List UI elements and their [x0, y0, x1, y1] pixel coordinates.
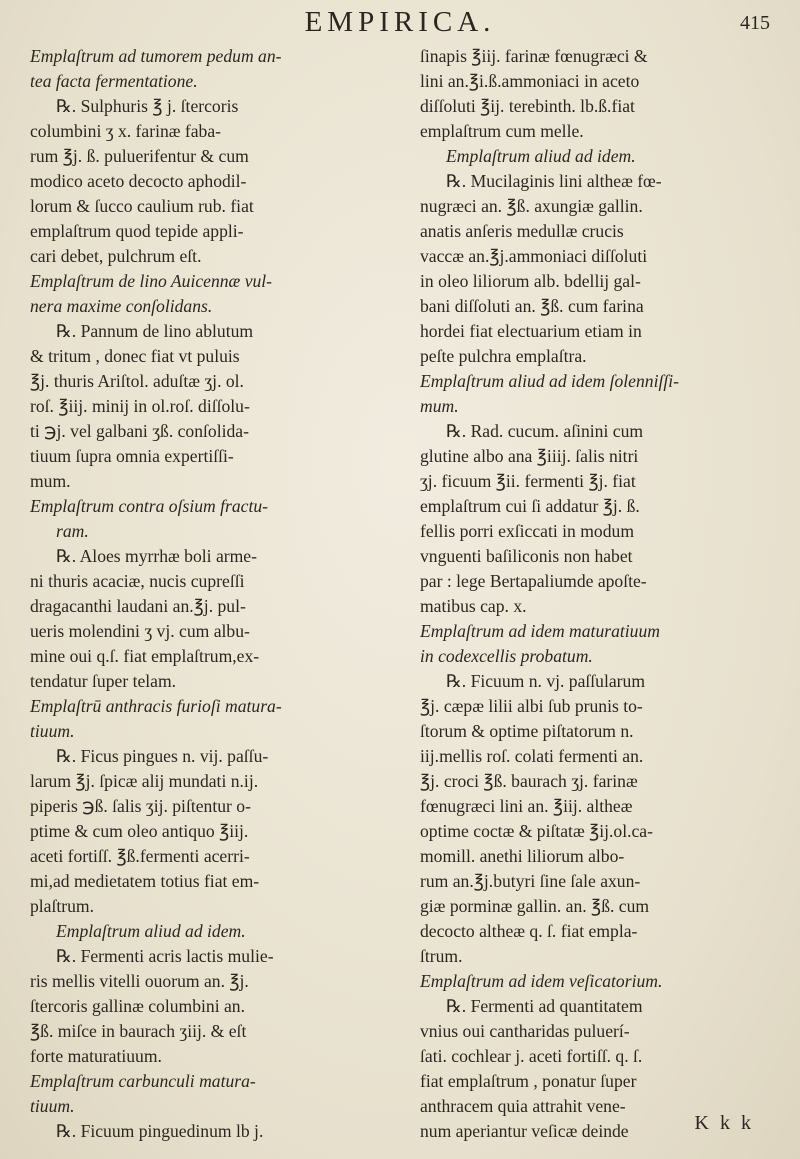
text-line: dragacanthi laudani an.℥j. pul-: [30, 596, 246, 616]
text-line: mine oui q.ſ. fiat emplaſtrum,ex-: [30, 646, 260, 666]
text-line: ptime & cum oleo antiquo ℥iij.: [30, 821, 249, 841]
text-line: ℞. Fermenti ad quantitatem: [446, 996, 643, 1016]
text-line: tendatur ſuper telam.: [30, 671, 177, 691]
text-line: ſtercoris gallinæ columbini an.: [30, 996, 245, 1016]
text-line: ℞. Mucilaginis lini altheæ fœ-: [446, 171, 662, 191]
text-line: diſſoluti ℥ij. terebinth. lb.ß.fiat: [420, 96, 635, 116]
text-line: Emplaſtrum ad idem veſicatorium.: [420, 971, 663, 991]
text-line: ℥j. thuris Ariſtol. aduſtæ ʒj. ol.: [30, 371, 244, 391]
text-line: ris mellis vitelli ouorum an. ℥j.: [30, 971, 249, 991]
text-line: bani diſſoluti an. ℥ß. cum farina: [420, 296, 644, 316]
text-line: ſtorum & optime piſtatorum n.: [420, 721, 634, 741]
text-line: columbini ʒ x. farinæ faba-: [30, 121, 222, 141]
text-line: ſtrum.: [420, 946, 463, 966]
text-line: mum.: [420, 396, 459, 416]
text-line: ℞. Aloes myrrhæ boli arme-: [56, 546, 257, 566]
text-line: ℥ß. miſce in baurach ʒiij. & eſt: [30, 1021, 247, 1041]
text-line: decocto altheæ q. ſ. fiat empla-: [420, 921, 638, 941]
text-line: forte maturatiuum.: [30, 1046, 162, 1066]
page-number: 415: [740, 12, 770, 34]
text-line: emplaſtrum cum melle.: [420, 121, 584, 141]
text-line: nera maxime conſolidans.: [30, 296, 213, 316]
text-line: emplaſtrum quod tepide appli-: [30, 221, 244, 241]
text-line: Emplaſtrum aliud ad idem.: [56, 921, 246, 941]
text-line: ram.: [56, 521, 89, 541]
text-line: rum ℥j. ß. puluerifentur & cum: [30, 146, 249, 166]
text-line: momill. anethi liliorum albo-: [420, 846, 625, 866]
text-line: mum.: [30, 471, 71, 491]
text-line: Emplaſtrum carbunculi matura-: [30, 1071, 256, 1091]
text-line: roſ. ℥iij. minij in ol.roſ. diſſolu-: [30, 396, 250, 416]
text-line: tiuum.: [30, 1096, 75, 1116]
text-line: mi,ad medietatem totius fiat em-: [30, 871, 260, 891]
text-line: ℞. Rad. cucum. aſinini cum: [446, 421, 644, 441]
text-line: num aperiantur veſicæ deinde: [420, 1121, 629, 1141]
signature-mark: K k k: [694, 1112, 754, 1134]
left-column: [30, 44, 370, 1144]
running-title: EMPIRICA.: [304, 6, 496, 38]
right-column: [420, 44, 770, 1144]
text-line: in codexcellis probatum.: [420, 646, 593, 666]
text-line: larum ℥j. ſpicæ alij mundati n.ij.: [30, 771, 259, 791]
text-line: anatis anſeris medullæ crucis: [420, 221, 624, 241]
text-line: hordei fiat electuarium etiam in: [420, 321, 642, 341]
text-line: ℞. Sulphuris ℥ j. ſtercoris: [56, 96, 239, 116]
text-line: lini an.℥i.ß.ammoniaci in aceto: [420, 71, 640, 91]
text-line: fiat emplaſtrum , ponatur ſuper: [420, 1071, 637, 1091]
text-line: emplaſtrum cui ſi addatur ℥j. ß.: [420, 496, 640, 516]
text-line: & tritum , donec fiat vt puluis: [30, 346, 240, 366]
text-line: Emplaſtrum aliud ad idem.: [446, 146, 636, 166]
text-line: peſte pulchra emplaſtra.: [420, 346, 587, 366]
text-line: Emplaſtrum de lino Auicennæ vul-: [30, 271, 273, 291]
text-line: Emplaſtrum ad tumorem pedum an-: [30, 46, 282, 66]
text-line: plaſtrum.: [30, 896, 95, 916]
text-line: rum an.℥j.butyri ſine ſale axun-: [420, 871, 641, 891]
text-line: matibus cap. x.: [420, 596, 527, 616]
text-line: ti ℈j. vel galbani ʒß. conſolida-: [30, 421, 249, 441]
text-line: vnguenti baſiliconis non habet: [420, 546, 633, 566]
text-line: nugræci an. ℥ß. axungiæ gallin.: [420, 196, 643, 216]
text-line: ℞. Ficus pingues n. vij. paſſu-: [56, 746, 269, 766]
text-line: anthracem quia attrahit vene-: [420, 1096, 626, 1116]
text-line: tiuum ſupra omnia expertiſſi-: [30, 446, 234, 466]
text-line: ſinapis ℥iij. farinæ fœnugræci &: [420, 46, 648, 66]
text-line: modico aceto decocto aphodil-: [30, 171, 247, 191]
text-line: in oleo liliorum alb. bdellij gal-: [420, 271, 641, 291]
text-line: ſati. cochlear j. aceti fortiſſ. q. ſ.: [420, 1046, 643, 1066]
text-line: tiuum.: [30, 721, 75, 741]
text-line: iij.mellis roſ. colati fermenti an.: [420, 746, 644, 766]
text-line: Emplaſtrum ad idem maturatiuum: [420, 621, 660, 641]
text-line: ℞. Fermenti acris lactis mulie-: [56, 946, 274, 966]
text-line: tea facta fermentatione.: [30, 71, 198, 91]
text-line: optime coctæ & piſtatæ ℥ij.ol.ca-: [420, 821, 653, 841]
text-line: par : lege Bertapaliumde apoſte-: [420, 571, 647, 591]
text-line: ℥j. cæpæ lilii albi ſub prunis to-: [420, 696, 643, 716]
text-line: Emplaſtrum aliud ad idem ſolenniſſi-: [420, 371, 680, 391]
running-head: [0, 6, 800, 46]
text-line: ℞. Ficuum n. vj. paſſularum: [446, 671, 646, 691]
text-line: ℞. Ficuum pinguedinum lb j.: [56, 1121, 264, 1141]
text-line: ʒj. ficuum ℥ii. fermenti ℥j. fiat: [420, 471, 636, 491]
text-line: ℥j. croci ℥ß. baurach ʒj. farinæ: [420, 771, 638, 791]
text-line: glutine albo ana ℥iiij. ſalis nitri: [420, 446, 639, 466]
text-line: piperis ℈ß. ſalis ʒij. piſtentur o-: [30, 796, 251, 816]
text-line: aceti fortiſſ. ℥ß.fermenti acerri-: [30, 846, 250, 866]
text-line: vnius oui cantharidas puluerí-: [420, 1021, 630, 1041]
text-line: ueris molendini ʒ vj. cum albu-: [30, 621, 250, 641]
text-line: fœnugræci lini an. ℥iij. altheæ: [420, 796, 633, 816]
text-line: lorum & ſucco caulium rub. fiat: [30, 196, 254, 216]
text-line: Emplaſtrum contra oſsium fractu-: [30, 496, 268, 516]
text-line: ℞. Pannum de lino ablutum: [56, 321, 254, 341]
text-line: Emplaſtrū anthracis furioſi matura-: [30, 696, 282, 716]
text-line: vaccæ an.℥j.ammoniaci diſſoluti: [420, 246, 648, 266]
text-line: giæ porminæ gallin. an. ℥ß. cum: [420, 896, 650, 916]
text-line: fellis porri exſiccati in modum: [420, 521, 635, 541]
text-line: ni thuris acaciæ, nucis cupreſſi: [30, 571, 245, 591]
text-line: cari debet, pulchrum eſt.: [30, 246, 202, 266]
